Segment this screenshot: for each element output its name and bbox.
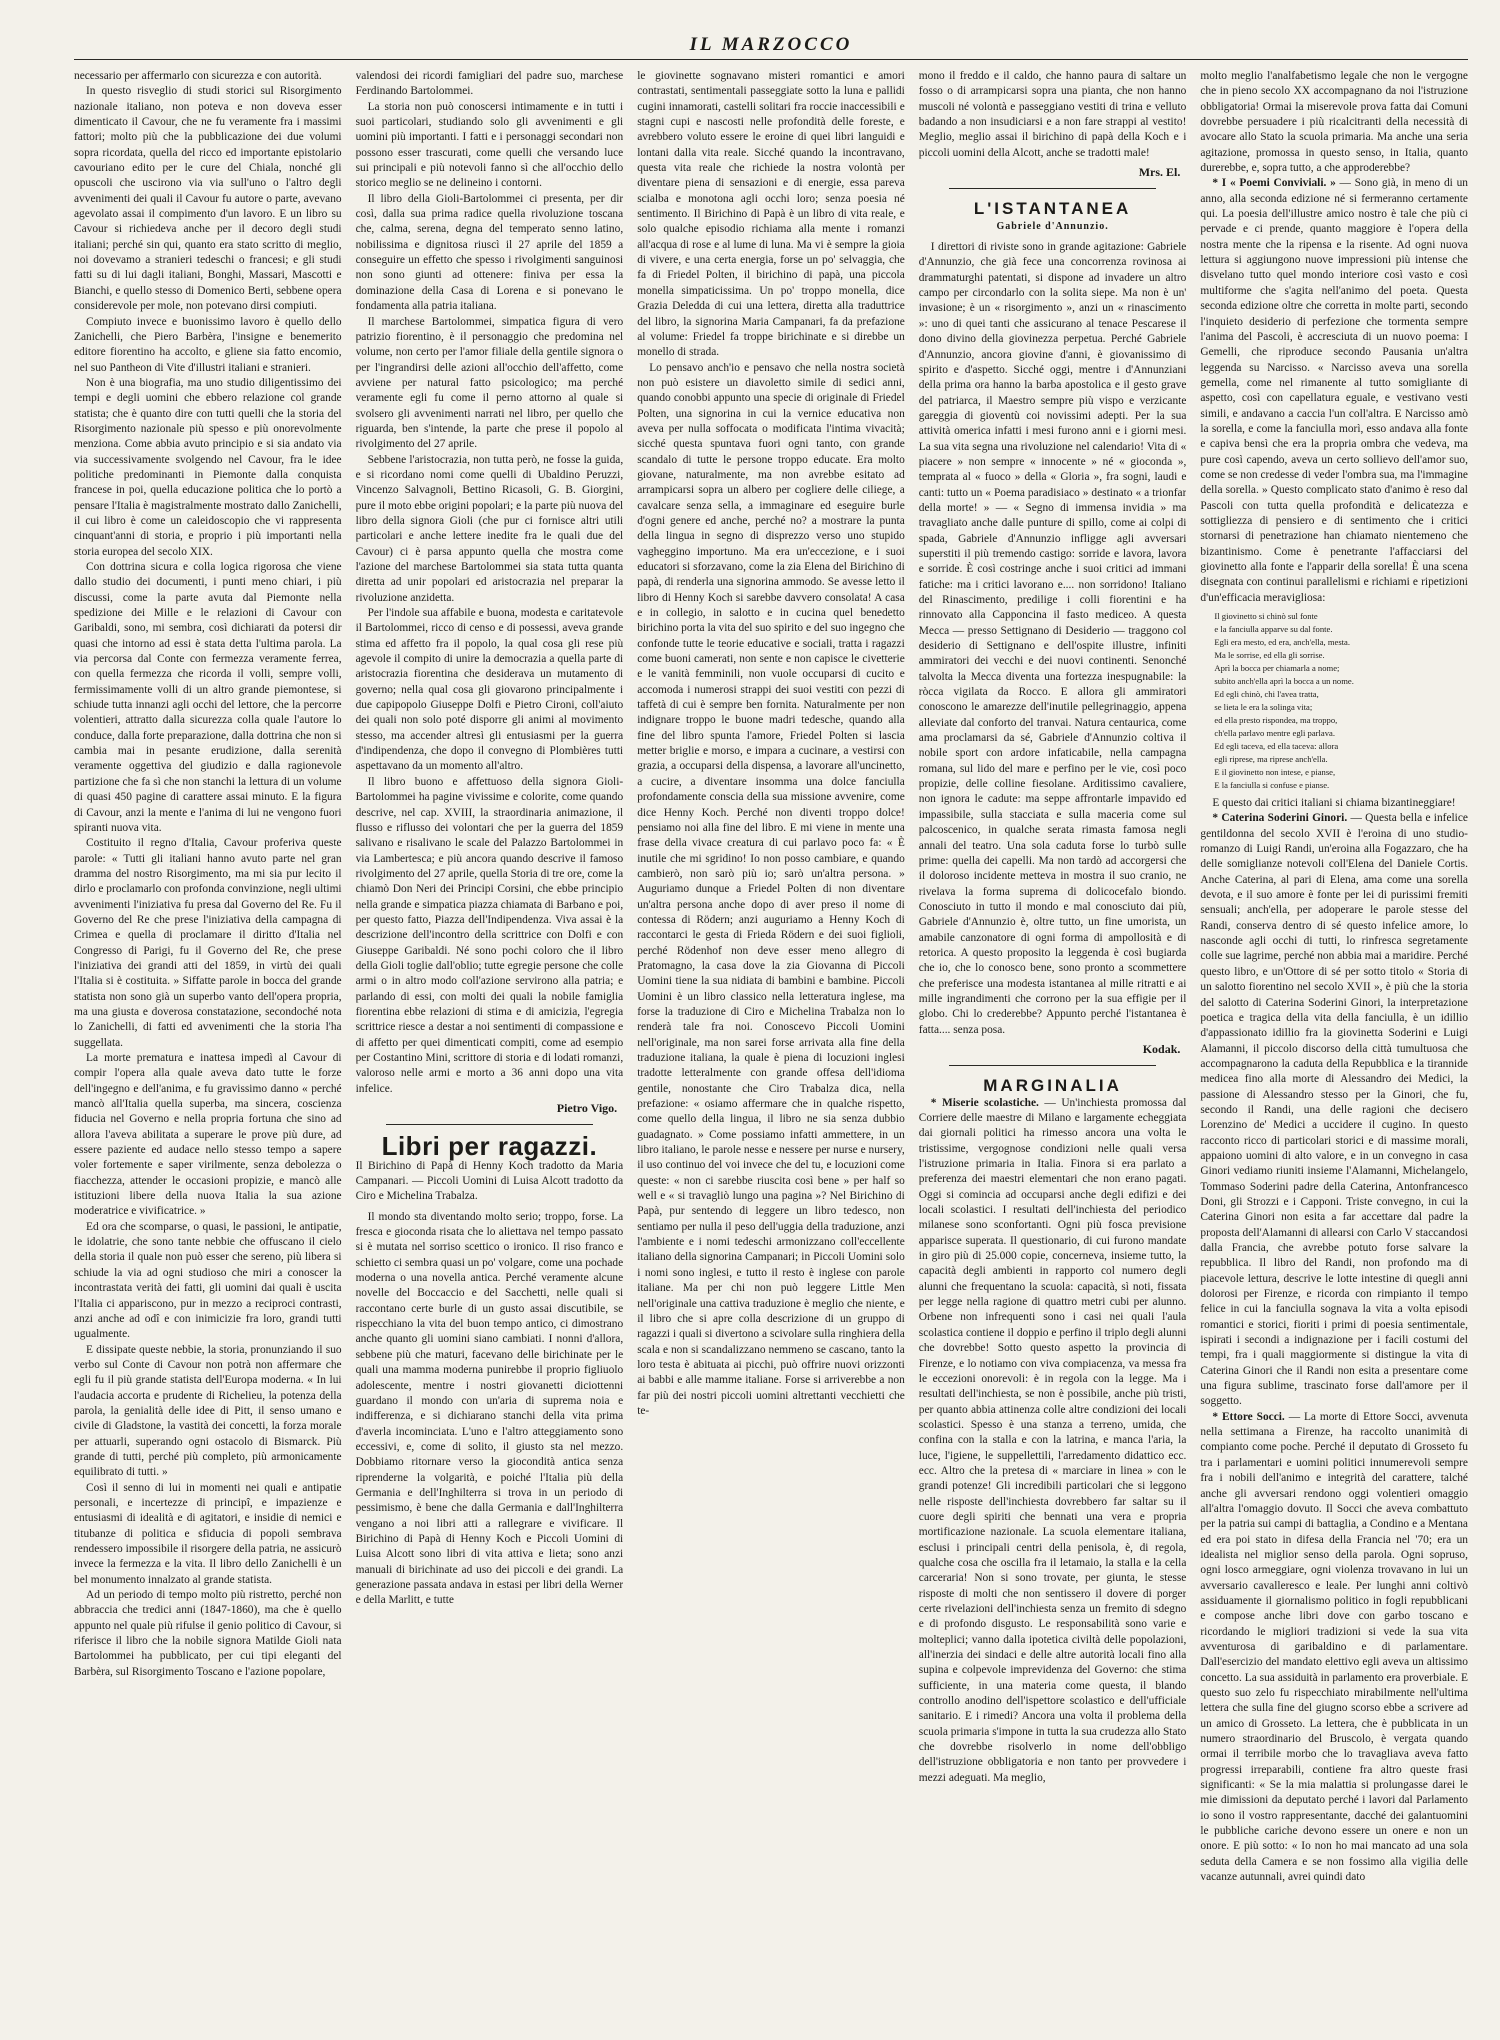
poem-line: E il giovinetto non intese, e pianse, — [1214, 767, 1336, 778]
item-lead: * Ettore Socci. — [1212, 1410, 1285, 1423]
section-subtitle: Il Birichino di Papà di Henny Koch tradotto da Maria Campanari. — Piccoli Uomini di Luisa Alcott tradotto da Ciro e Michelina Trabalza. — [355, 1159, 624, 1202]
poem-line: Ed egli chinò, chi l'avea tratta, — [1214, 689, 1319, 700]
page-title: IL MARZOCCO — [689, 34, 853, 55]
poem-line: ed ella presto rispondea, ma troppo, — [1214, 715, 1338, 726]
divider — [949, 188, 1157, 189]
item-text: — Un'inchiesta promossa dal Corriere delle maestre di Milano e largamente echeggiata dai giornali politici ha rimesso ancora una volta le tristissime, vergognose condizioni nelle quali versa l'istruzione primaria in Italia. Finora si era parlato a preferenza dei maestri elementari che non erano pagati. Oggi si comincia ad occuparsi anche degli edifizi e dei locali scolastici. I resultati dell'inchiesta del periodico milanese sono sconfortanti. Ogni più fosca previsione apparisce superata. Il questionario, di cui furono mandate in giro più di 25.000 copie, concerneva, insieme tutto, la capacità degli ambienti in rapporto col numero degli alunni che frequentano la scuola: capacità, sì noti, fissata per legge nella ragione di quattro metri cubi per alunno. Orbene non infrequenti sono i casi nei quali l'aula scolastica contiene il doppio e perfino il triplo degli alunni che dovrebbe! Sotto questo aspetto la provincia di Firenze, e lo notiamo con viva compiacenza, va messa fra le eccezioni onorevoli: è in regola con la legge. Ma i resultati dell'inchiesta, se non è possibile, anche più tristi, per quanto abbia attinenza colle altre condizioni dei locali scolastici. Spesso è una stanza a terreno, umida, che confina con la stalla e con la latrina, e manca l'aria, la luce, l'igiene, le suppellettili, l'arredamento didattico ecc. ecc. Altro che la pretesa di « marciare in linea » con le grandi potenze! Gli incredibili particolari che si leggono nelle risposte dell'inchiesta dovrebbero far saltar su il cuore degli spiriti che bennati una vera e propria mortificazione nazionale. La scuola elementare italiana, esclusi i principali centri della penisola, è, di regola, qualche cosa che oscilla fra il letamaio, la stalla e la cella carceraria! Non si sono trovate, per giunta, le stesse risposte di molti che non sentissero il dovere di porger certe rivelazioni dell'inchiesta senza un fremito di sdegno e di profondo disgusto. Le responsabilità sono varie e molteplici; vanno dalla ipotetica civiltà delle popolazioni, all'inerzia dei sindaci e delle altre autorità locali fino alla supina e colpevole imprevidenza del Governo: che stima sufficiente, in una materia come questa, il blando controllo anodino dell'ispettore scolastico e dell'ufficiale sanitario. E i rimedi? Ancora una volta il problema della scuola primaria s'impone in tutta la sua crudezza allo Stato che dovrebbe risolverlo in nome dell'obbligo dell'istruzione obbligatoria e non tanto per provvedere i mezzi adeguati. Ma meglio, — [918, 1096, 1187, 1784]
poem-quote — [1214, 610, 1468, 792]
paragraph: La morte prematura e inattesa impedì al Cavour di compir l'opera alla quale aveva dato tutte le forze dell'ingegno e dell'anima, e fu gravissimo danno « perché mancò all'Italia quella superba, ma sincera, coscienza fiducia nel Governo e nella propria fortuna che sino ad allora l'aveva abilitata a superare le prove più dure, ad essere paziente ed audace nello stesso tempo a sapere voler fortemente e saper virilmente, senza debolezza o fiacchezza, attender le occasioni propizie, e mancò alle istituzioni libere della nuova Italia la sua azione moderatrice e vivificatrice. » — [74, 1052, 342, 1218]
divider — [949, 1065, 1157, 1066]
poem-line: ch'ella parlavo mentre egli parlava. — [1214, 728, 1335, 739]
paragraph: Costituito il regno d'Italia, Cavour proferiva queste parole: « Tutti gli italiani hanno avuto parte nel gran dramma del nostro Risorgimento, ma mi sia pur lecito il dirlo e proclamarlo con profonda convinzione, negli ultimi avvenimenti l'iniziativa fu presa dal Governo del Re. Fu il Governo del Re che prese l'iniziativa della campagna di Crimea e quella di proclamare il diritto d'Italia nel Congresso di Parigi, fu il Governo del Re, che prese l'iniziativa dei grandi atti del 1859, in virtù dei quali l'Italia si è costituita. » Siffatte parole in bocca del grande statista non sono già un superbo vanto dell'opera propria, ma una giusta e doverosa constatazione, secondoché nota lo Zanichelli, di fatti ed avvenimenti che la storia l'ha suggellata. — [74, 837, 342, 1049]
column-1 — [74, 69, 342, 2027]
item-text: — Sono già, in meno di un anno, alla seconda edizione né si fermeranno certamente qui. La poesia dell'illustre amico nostro è tale che più ci pervade e ci prende, quanto maggiore è l'opera della nostra mente che la ripensa e la risente. Ad ogni nuova lettura si aggiungono nuove impressioni più intense che disvelano tutto quel mondo interiore così vasto e così multiforme che s'agita nell'animo del poeta. Questa seconda edizione oltre che corretta in molte parti, secondo l'inquieto desiderio di perfezione che tormenta sempre l'anima del Pascoli, è accresciuta di un nuovo poema: I Gemelli, che riproduce secondo Pausania un'altra leggenda su Narcisso. « Narcisso aveva una sorella gemella, come nel rimanente al tutto somigliante di aspetto, così con capellatura eguale, e vestivano vesti simili, e andavano a caccia l'un coll'altra. E Narcisso amò la sorella, e come la fanciulla morì, esso andava alla fonte e capiva bensì che era la propria ombra che vedeva, ma pure così capendo, aveva un certo sollievo dell'amor suo, come se non credesse di veder l'ombra sua, ma l'immagine della sorella. » Questo complicato stato d'animo è reso dal Pascoli con tutta quella profondità e delicatezza e sottigliezza di pensiero e di sentimento che i critici stornarsi di penetrazione han chiamato nientemeno che bizantinismo. Come è penetrante l'affacciarsi del giovinetto alla fonte e l'apparir della sorella! È una scena disegnata con continui parallelismi e richiami e ripetizioni d'un'efficacia meravigliosa: — [1200, 177, 1468, 604]
paragraph: Il mondo sta diventando molto serio; troppo, forse. La fresca e gioconda risata che lo aliettava nel tempo passato si è mutata nel sorriso scettico o ironico. Il riso franco e schietto ci sembra quasi un po' volgare, come una pochade moderna o una novella antica. Perché veramente alcune novelle del Boccaccio e del Sacchetti, nelle quali si raccontano certe burle di un gusto assai discutibile, se rispecchiano la vita del buon tempo antico, ci dimostrano anche quanto gli uomini siano cambiati. I nonni d'allora, sebbene più che maturi, facevano delle birichinate per le quali una mamma moderna punirebbe il proprio figliuolo adolescente, mentre i nostri giovanetti diciottenni guardano il mondo con un'aria di suprema noia e indifferenza, e si dichiarano stanchi della vita prima d'averla incominciata. L'uno e l'altro atteggiamento sono eccessivi, e, come di solito, il giusto sta nel mezzo. Dobbiamo ritornare verso la giocondità antica senza riprenderne la volgarità, e poiché l'Italia più della Germania e dell'Inghilterra si trova in un periodo di pessimismo, è bene che dalla Germania e dall'Inghilterra vengano a noi libri atti a rallegrare e vivificare. Il Birichino di Papà di Henny Koch e Piccoli Uomini di Luisa Alcott sono libri di vita attiva e lieta; sono anzi manuali di birichinate ad uso dei piccoli e dei grandi. La generazione passata andava in estasi per libri della Werner e della Marlitt, e tutte — [355, 1210, 624, 1607]
paragraph: Compiuto invece e buonissimo lavoro è quello dello Zanichelli, che Piero Barbèra, l'insigne e benemerito editore fiorentino ha accolto, e gliene sia fatto encomio, nel suo Pantheon di Vite d'illustri italiani e stranieri. — [74, 315, 342, 374]
section-title-libri: Libri per ragazzi. — [381, 1131, 598, 1162]
poem-line: subito anch'ella aprì la bocca a un nome. — [1214, 676, 1354, 687]
poem-line: se lieta le era la solinga vita; — [1214, 702, 1313, 713]
paragraph: Per l'indole sua affabile e buona, modesta e caritatevole il Bartolommei, ricco di censo e di possessi, aveva grande stima ed affetto fra il popolo, la qual cosa gli rese più agevole il compito di unire la democrazia a quella parte di aristocrazia fiorentina che desiderava un mutamento di governo; nella qual cosa gli giovarono principalmente i due capipopolo Giuseppe Dolfi e Pietro Cironi, coll'aiuto dei quali non solo poté disporre gli animi al movimento stesso, ma accender altresì gli entusiasmi per la guerra d'indipendenza, che dopo il convegno di Plombières tutti aspettavano da un momento all'altro. — [355, 607, 624, 773]
paragraph: Non è una biografia, ma uno studio diligentissimo dei tempi e degli uomini che ebbero relazione col grande statista; che è quanto dire con tutti quelli che la storia del Risorgimento nazionale più spesso e più onorevolmente menziona. Come abbia avuto principio e si sia andato via via successivamente svolgendo nel Cavour, fra le idee politiche predominanti in Piemonte dalla conquista francese in poi, quella educazione politica che lo portò a pensare l'Italia è magistralmente mostrato dallo Zanichelli, il cui libro è come un caleidoscopio che vi rappresenta cinquant'anni di storia, e proprio i più importanti nella storia europea del secolo XIX. — [74, 376, 342, 558]
paragraph: Lo pensavo anch'io e pensavo che nella nostra società non può esistere un diavoletto simile di sedici anni, quando conobbi appunto una specie di originale di Friedel Polten, una signorina in cui la vernice educativa non aveva per nulla soffocata o modificata l'intima vivacità; sicché questa spuntava fuori ogni tanto, con grande scandalo di tutte le persone troppo educate. Era molto giovane, naturalmente, ma non avrebbe esitato ad arrampicarsi sopra un albero per cogliere delle ciliege, a cavalcare senza sella, a immaginare ed eseguire burle d'ogni genere ed anche, perché no? a mostrare la punta della lingua in segno di disprezzo verso uno stupido vagheggino importuno. Ma era un'eccezione, e i suoi educatori si sforzavano, come la zia Elena del Birichino di papà, di renderla una signorina ammodo. Se avesse letto il libro di Henny Koch si sarebbe davvero consolata! A casa e in collegio, in salotto e in cucina quel benedetto birichino porta la vita del suo spirito e del suo ingegno che confonde tutte le teorie educative e sociali, tratta i ragazzi come buoni camerati, non sente e non capisce le civetterie e le vanità femminili, non vuole occuparsi di cucito e accomoda i numerosi strappi dei suoi vestiti con pezzi di taffetà di cui è sempre ben fornita. Naturalmente per non indignare troppo le buone madri tedesche, quando alla fine del libro spunta l'amore, Friedel Polten si lascia metter briglie e morso, e impara a cucinare, a vestirsi con grazia, a occuparsi della dispensa, a lavorare all'uncinetto, a cucire, a diventare insomma una dolce fanciulla profondamente conscia della sua missione avvenire, come dice Henny Koch. Perché non diventi troppo dolce! pensiamo noi alla fine del libro. E mi viene in mente una frase della vivace creatura di cui parlavo poco fa: « È inutile che mi sgridino! Io non posso cambiare, e quando cambierò, non sarò più io; sarò un'altra persona. » Auguriamo dunque a Friedel Polten di non diventare un'altra persona anche dopo di aver preso il nome di contessa di Rödern; anzi auguriamo a Henny Koch di raccontarci le gesta di Frieda Rödern e dei suoi figlioli, perché Rödenhof non deve esser meno allegro di Pratomagno, la casa dove la zia Giovanna di Piccoli Uomini tiene la sua nidiata di bambini e bambine. Piccoli Uomini è un libro classico nella letteratura inglese, ma forse la traduzione di Ciro e Michelina Trabalza non lo renderà tale fra noi. Conoscevo Piccoli Uomini nell'originale, ma non sarei forse arrivata alla fine della traduzione italiana, la quale è piena di locuzioni inglesi tradotte letteralmente con grande offesa dell'idioma gentile, nonostante che Ciro Trabalza dica, nella prefazione: « osiamo affermare che in qualche rispetto, come quello della lingua, il libro ne sia senza dubbio guadagnato. » Come possiamo infatti ammettere, in un libro italiano, le parole nesse e nessere per nurse e nursery, il uso continuo del voi invece che del tu, e locuzioni come queste: « non ci sarebbe riuscita così bene » per half so well e « si travagliò lungo una pagina »? Nel Birichino di Papà, pur sentendo di leggere un libro tedesco, non sentiamo per nulla il peso dell'uggia della traduzione, anzi l'ambiente e i nomi tedeschi armonizzano coll'eccellente italiano della signorina Campanari; in Piccoli Uomini solo i nomi sono inglesi, e tutto il resto è inglese con parole italiane. Ma per chi non può leggere Little Men nell'originale una cattiva traduzione è meglio che niente, e il libro che si apre colla descrizione di un gruppo di ragazzi i quali si divertono a scivolare sulla ringhiera della scala e non si scandalizzano nemmeno se cascano, tanto la loro testa è abituata ai picchi, può offrire nuovi orizzonti ai babbi e alle mamme italiane. Forse si arriverebbe a non far più dei nostri piccoli uomini altrettanti vecchietti che te- — [637, 361, 905, 1417]
paragraph — [1200, 176, 1468, 606]
poem-line: E la fanciulla si confuse e pianse. — [1214, 780, 1330, 791]
paragraph — [1200, 811, 1468, 1409]
item-text: — Questa bella e infelice gentildonna del secolo XVII è l'eroina di uno studio-romanzo di Luigi Randi, un'eroina alla Fogazzaro, che ha delle somiglianze notevoli coll'Elena del Daniele Cortis. Anche Caterina, al pari di Elena, ama come una sorella devota, e il suo amore è fonte per lei di purissimi fremiti sensuali; anch'ella, per adoperare le parole stesse del Randi, conserva dentro di sé questo infelice amore, lo nasconde agli occhi di tutti, lo rinfresca segretamente colle sue lagrime, perché non abbia mai a maridire. Perché questo libro, e un'Ottore di sé per sotto titolo « Storia di un salotto fiorentino nel secolo XVII », è più che la storia del salotto di Caterina Soderini Ginori, la interpretazione poetica e tragica della vita della fanciulla, è un idillio d'appassionato idillio fra la giovinetta Soderini e Luigi Alamanni, il piccolo discorso della città tumultuosa che accompagnarono la caduta della Repubblica e la tirannide medicea fino alla morte di Alessandro dei Medici, la passione di Alessandro stesso per la Ginori, che fu, secondo il Randi, una delle ragioni che decisero Lorenzino de' Medici a uccidere il cugino. In questo racconto ricco di particolari storici e di massime morali, appaiono uomini di alto valore, e in un convegno in casa Ginori vediamo riuniti insieme l'Alamanni, Michelangelo, Tommaso Soderini padre della Caterina, Antonfrancesco Doni, gli Strozzi e i Capponi. Triste convegno, in cui la Caterina Ginori non esita a far accettare dal padre la proposta dell'Alamanni di allearsi con Carlo V staccandosi dalla Francia, che avrebbe potuto forse salvare la repubblica. Il libro del Randi, non profondo ma di piacevole lettura, descrive le lotte intestine di quegli anni dolorosi per Firenze, e ricorda con rimpianto il tempo felice in cui la fanciulla sognava la vita a volta episodi romantici e storici, fioriti i primi di poesia sentimentale, ispirati i secondi a indignazione per i facili costumi del tempi, fra i quali maggiormente si distingue la vita di Caterina Ginori che il Randi non esita a presentare come una figura sublime, trascinato forse dall'amore per il soggetto. — [1200, 812, 1468, 1408]
paragraph: valendosi dei ricordi famigliari del padre suo, marchese Ferdinando Bartolommei. — [355, 70, 624, 98]
columns — [74, 69, 1468, 2027]
paragraph: Il libro della Gioli-Bartolommei ci presenta, per dir così, dalla sua prima radice quella rivoluzione toscana che, calma, serena, degna del temperato senno latino, nobilissima e dignitosa riuscì il 27 aprile del 1859 a conseguire un effetto che spesso i rivolgimenti sanguinosi non sono giunti ad ottenere: finiva per essa la dominazione della Casa di Lorena e si ponevano le fondamenta alla patria italiana. — [355, 192, 624, 313]
paragraph: In questo risveglio di studi storici sul Risorgimento nazionale italiano, non poteva e non doveva esser dimenticato il Cavour, che ne fu veramente fra i massimi fattori; molto più che la pubblicazione dei due volumi sopra ricordata, quella del ricco ed importante epistolario cavouriano edito per le cure del Chiala, nonché gli opuscoli che uscirono via via sull'uno o l'altro degli avvenimenti dei quali il Cavour fu autore o parte, avevano agevolato assai il compimento d'un lavoro. E un libro su Cavour si richiedeva anche per il decoro degli studi italiani; perché sin qui, quanto era stato scritto di meglio, noi dovevamo a stranieri tedeschi o francesi; e gli studi fatti su di lui dagli italiani, Bonghi, Massari, Mascotti e Bianchi, e quello stesso di Domenico Berti, sebbene opera considerevole per mole, non potevano dirsi compiuti. — [74, 85, 342, 313]
poem-line: Ma le sorrise, ed ella gli sorrise. — [1214, 650, 1325, 661]
section-title-istantanea: L'ISTANTANEA — [973, 199, 1132, 219]
poem-line: egli riprese, ma riprese anch'ella. — [1214, 754, 1328, 765]
poem-line: Aprì la bocca per chiamarla a nome; — [1214, 663, 1340, 674]
item-lead: * Miserie scolastiche. — [930, 1096, 1039, 1109]
paragraph: I direttori di riviste sono in grande agitazione: Gabriele d'Annunzio, che già fece una concorrenza rovinosa ai drammaturghi patentati, si dispone ad invadere un altro campo per circondarlo con la solita siepe. Ma non è un' invasione; è un « risorgimento », anzi un « rinascimento »: uno di quei tanti che assicurano al tenace Pescarese il dono divino della giovinezza perpetua. Perché Gabriele d'Annunzio, ancora giovine d'anni, è giovanissimo di spirito e d'aspetto. Sicché oggi, mentre i d'Annunziani della prima ora hanno la barba apostolica e il gesto grave del patriarca, il Maestro sempre più vispo e verzicante gareggia di gioventù coi novissimi adepti. Per la sua attività omerica infatti i mesi furono anni e i giorni mesi. La sua vita segna una rivoluzione nel calendario! Vita di « piacere » non sempre « innocente » né « gioconda », temprata al « fuoco » della « Gloria », fra sogni, laudi e canti: tutto un « Poema paradisiaco » destinato « a trionfar della morte! » — « Segno di immensa invidia » ma travagliato anche dalle punture di spillo, come ai colpi di spada, Gabriele d'Annunzio infligge agli avversari superstiti il più tremendo castigo: sorride e lavora, lavora e sorride. È così costringe anche i suoi critici ad immani fatiche: ma i critici lavorano e.... non sorridono! Italiano del Rinascimento, predilige i colli fiorentini e ha rinnovato alla Capponcina il fasto mediceo. A questa Mecca — presso Settignano di Desiderio — traggono col desiderio di Settignano e dell'ospite illustre, infiniti ammiratori dei vecchi e dei nuovi continenti. Senonché talvolta la Mecca diventa una fortezza inespugnabile: la ròcca vigilata da Rocco. E allora gli ammiratori conoscono le amarezze dell'inutile pellegrinaggio, appena alleviate dal conforto del tranvai. Natura centaurica, come ama proclamarsi da sé, Gabriele d'Annunzio coltiva il nobile sport con ardore infaticabile, nella campagna romana, sul lido del mare e perfino per le vie, così poco propizie, delle colline fiesolane. Arditissimo cavaliere, non ignora le cadute: ma seppe affrontarle impavido ed impassibile, sulla stacciata e sulla maceria come sul palcoscenico, in qualche serata rimasta famosa negli annali del teatro. Una sola caduta forse lo turbò sulle prime: quella dei capelli. Ma non tardò ad accorgersi che il doloroso incidente metteva in mostra il suo cranio, ne rivelava la forma suprema di dolicocefalo biondo. Conosciuto in tutto il mondo e mal conosciuto dai più, Gabriele d'Annunzio è, oltre tutto, un fine umorista, un amabile canzonatore di ogni forma di ampollosità e di retorica. A questo proposito la leggenda è così bugiarda che io, che lo conosco bene, sono pronto a scommettere che preferisce una modesta istantanea al mille ritratti e ai mille ingrandimenti che corrono per la sua effigie per il globo. Chi lo crederebbe? Appunto perché l'istantanea è fatta.... senza posa. — [918, 241, 1187, 1036]
item-lead: * I « Poemi Conviviali. » — [1212, 177, 1336, 190]
masthead — [74, 0, 1468, 60]
paragraph: le giovinette sognavano misteri romantici e amori contrastati, sentimentali passeggiate sotto la luna e pallidi cugini innamorati, castelli solitari fra roccie inaccessibili e stagni cupi e nascosti nelle profondità delle foreste, e avrebbero voluto essere le eroine di quei libri languidi e lontani dalla vita reale. Sicché quando la incontravano, questa vita reale che richiede la nostra volontà per diventare piena di sensazioni e di energie, essa pareva scialba e monotona agli occhi loro; senza poesia né sentimento. Il Birichino di Papà è un libro di vita reale, e solo qualche episodio richiama alla mente i romanzi all'acqua di rose e al lume di luna. Ma vi è sempre la gioia di vivere, e una certa energia, forse un po' selvaggia, che fa di Friedel Polten, il birichino di papà, una piccola monella simpaticissima. Un po' troppo monella, dice Grazia Deledda di cui una lettera, diretta alla traduttrice del libro, la signorina Maria Campanari, fa da prefazione al volume: Friedel fa troppe birichinate e si direbbe un monello di strada. — [637, 70, 905, 359]
paragraph: Sebbene l'aristocrazia, non tutta però, ne fosse la guida, e si ricordano nomi come quelli di Ubaldino Peruzzi, Vincenzo Salvagnoli, Bettino Ricasoli, G. B. Giorgini, pure il moto ebbe origini popolari; e la parte più nuova del libro della signora Gioli (che pur ci fornisce altri utili particolari e anche lettere inedite fra le quali due del Cavour) ci è parsa appunto quella che mostra come l'azione del marchese Bartolommei sia stata tutta quanta diretta ad unir popolari ed aristocrazia nel preparar la rivoluzione anzidetta. — [355, 453, 624, 604]
paragraph: Il marchese Bartolommei, simpatica figura di vero patrizio fiorentino, è il personaggio che predomina nel volume, non certo per l'amor filiale della gentile signora o per l'ingrandirsi delle azioni all'occhio dell'affetto, come avviene per natural fatto psicologico; ma perché veramente egli fu come il perno attorno al quale si svolsero gli avvenimenti narrati nel libro, per quello che riguarda, ben s'intende, la parte che prese il popolo al rivolgimento del 27 aprile. — [355, 315, 624, 451]
paragraph: E dissipate queste nebbie, la storia, pronunziando il suo verbo sul Conte di Cavour non potrà non affermare che egli fu il più grande statista dell'Europa moderna. « In lui l'audacia accorta e prudente di Richelieu, la potenza della parola, la genialità delle idee di Pitt, il senso umano e civile di Gladstone, la vastità dei concetti, la forza morale per attuarli, superando ogni ostacolo di Bismarck. Più grande di tutti, perché più completo, più armonicamente equilibrato di tutti. » — [74, 1343, 342, 1479]
paragraph: Ad un periodo di tempo molto più ristretto, perché non abbraccia che tredici anni (1847-1860), ma che è quello appunto nel quale più rifulse il genio politico di Cavour, si riferisce il libro che la nobile signora Matilde Gioli nata Bartolommei ha pubblicato, per cui tipi eleganti del Barbèra, sul Risorgimento Toscano e l'azione popolare, — [74, 1589, 342, 1678]
paragraph: molto meglio l'analfabetismo legale che non le vergogne che in pieno secolo XX accompagnano da noi l'istruzione obbligatoria! Ormai la miserevole prova fatta dai Comuni dovrebbe persuadere i più ricalcitranti della necessità di avocare allo Stato la scuola primaria. Ma anche una seria agitazione, promossa in questo senso, in Italia, quanto durerebbe, e, sopra tutto, a che approderebbe? — [1200, 70, 1468, 175]
item-text: — La morte di Ettore Socci, avvenuta nella settimana a Firenze, ha raccolto unanimità di compianto come poche. Perché il deputato di Grosseto fu tra i parlamentari e uomini politici innumerevoli sempre fra i nobili dell'animo e integrità del carattere, talché anche gli avversari rendono oggi volentieri omaggio all'altra l'omaggio dovuto. Il Socci che aveva combattuto per la patria sui campi di battaglia, a Condino e a Mentana ed era poi stato in difesa della Francia nel '70; era un idealista nel miglior senso della parola. Ogni sopruso, ogni losco armeggiare, ogni violenza trovavano in lui un avversario cavalleresco e leale. Per lunghi anni coltivò assiduamente il giornalismo politico in fogli repubblicani e compose anche libri dove con garbo toscano e ricordando le migliori tradizioni si vede la sua vita avventurosa di garibaldino e di parlamentare. Dall'esercizio del mandato elettivo egli aveva un altissimo concetto. La sua assiduità in parlamento era proverbiale. E questo suo zelo fu rispecchiato mirabilmente nell'ultima lettera che sulla fine del giugno scorso ebbe a scrivere ad un amico di Grosseto. La lettera, che è pubblicata in un numero straordinario del Bruscolo, è vergata quando ormai il terribile morbo che lo travagliava aveva fatto progressi irreparabili, contiene fra altro queste frasi significanti: « Se la mia malattia si prolungasse darei le mie dimissioni da deputato perché i lavori dal Parlamento io sono il vostro rappresentante, dacché dei galantuomini le pubbliche cariche devono essere un onere e non un onore. E più sotto: « Io non ho mai mancato ad una sola seduta della Camera e se non fossimo alla vigilia delle vacanze autunnali, avrei quindi dato — [1200, 1410, 1468, 1884]
poem-line: Il giovinetto si chinò sul fonte — [1214, 611, 1318, 622]
signature: Kodak. — [1142, 1041, 1181, 1056]
paragraph: E questo dai critici italiani si chiama bizantineggiare! — [1212, 797, 1456, 810]
item-lead: * Caterina Soderini Ginori. — [1212, 812, 1348, 825]
signature: Mrs. El. — [1138, 165, 1181, 180]
column-2 — [356, 69, 624, 2027]
paragraph: La storia non può conoscersi intimamente e in tutti i suoi particolari, studiando solo gli avvenimenti e gli uomini più importanti. I fatti e i personaggi secondari non possono esser trascurati, come quelli che versando luce sui principali e più notevoli fanno sì che all'occhio dello storico meglio se ne delineino i contorni. — [355, 100, 624, 190]
paragraph: Il libro buono e affettuoso della signora Gioli-Bartolommei ha pagine vivissime e colorite, come quando descrive, nel cap. XVIII, la straordinaria animazione, il flusso e riflusso dei volontari che per la guerra del 1859 salivano e risalivano le scale del Palazzo Bartolommei in via Lambertesca; e più ancora quando descrive il famoso rivolgimento del 27 aprile, quella Storia di tre ore, come la chiamò Don Neri dei Principi Corsini, che ebbe principio nella grande e simpatica piazza chiamata di Barbano e poi, per questo fatto, Piazza dell'Indipendenza. Viva assai è la descrizione dell'incontro della scrittrice con Dolfi e con Giuseppe Garibaldi. Né sono pochi coloro che il libro della Gioli toglie dall'oblio; tutte egregie persone che colle armi o in altro modo coll'azione servirono alla patria; e parlando di essi, con molti dei quali la nobile famiglia fiorentina ebbe relazioni di stima e di amicizia, l'egregia scrittrice riesce a destar a noi sentimenti di compassione e di affetto per quei dimenticati compiti, come ad esempio per Costantino Mini, scrittore di storia e di lodati romanzi, valoroso nelle armi e morto a 36 anni dopo una vita infelice. — [355, 775, 624, 1095]
poem-line: Egli era mesto, ed era, anch'ella, mesta. — [1214, 637, 1351, 648]
signature: Pietro Vigo. — [556, 1101, 618, 1116]
paragraph: necessario per affermarlo con sicurezza e con autorità. — [74, 70, 322, 82]
poem-line: e la fanciulla apparve su dal fonte. — [1214, 624, 1333, 635]
paragraph: mono il freddo e il caldo, che hanno paura di saltare un fosso o di arrampicarsi sopra una pianta, che non hanno muscoli né volontà e passeggiano vestiti di trina e velluto badando a non insudiciarsi e a non fare strappi al vestito! Meglio, meglio assai il birichino di papà della Koch e i piccoli uomini della Alcott, anche se tradotti male! — [918, 70, 1187, 159]
column-3 — [637, 69, 905, 2027]
paragraph: Così il senno di lui in momenti nei quali e antipatie personali, e incertezze di principî, e impazienze e entusiasmi di idealità e di agitatori, e insidie di nemici e titubanze di politica e sfiducia di popoli sembrava rendessero impossibile il risorgere della patria, ne assicurò invece la fermezza e la vita. Il libro dello Zanichelli è un bel monumento innalzato al grande statista. — [74, 1481, 342, 1586]
column-4 — [919, 69, 1187, 2027]
paragraph — [1200, 1410, 1468, 1886]
section-title-marginalia: MARGINALIA — [983, 1076, 1122, 1096]
paragraph: Ed ora che scomparse, o quasi, le passioni, le antipatie, le idolatrie, che sono tante nebbie che offuscano il cielo della storia il quale non può esser che sereno, più libera si schiude la via ad ogni studioso che miri a conoscer la incontrastata verità dei fatti, gli uomini dai quali è uscita l'Italia ci appariscono, pur in mezzo a reciproci contrasti, anzi anche ad odî e con inimicizie fra loro, grandi tutti ugualmente. — [74, 1220, 342, 1341]
poem-line: Ed egli taceva, ed ella taceva: allora — [1214, 741, 1339, 752]
paragraph — [919, 1096, 1187, 1786]
byline: Gabriele d'Annunzio. — [996, 220, 1109, 232]
column-5 — [1200, 69, 1468, 2027]
paragraph: Con dottrina sicura e colla logica rigorosa che viene dallo studio dei documenti, i punti meno chiari, i più discussi, come la parte avuta dal Piemonte nella spedizione dei Mille e le relazioni di Cavour con Garibaldi, sono, mi sembra, così dichiarati da potersi dir quasi che intorno ad essi è stata detta l'ultima parola. La via percorsa dal Conte con fermezza veramente ferrea, con quella fermezza che ricorda il volli, sempre volli, fermissimamente volli di un altro grande piemontese, si schiude tutta innanzi agli occhi del lettore, che la percorre volentieri, attratto dalla sicurezza colla quale l'autore lo conduce, dalla forte preparazione, dalla dottrina che non si cambia mai in pesante erudizione, dalla serenità veramente oggettiva del giudizio e dalla ragionevole partizione che fa sì che non stanchi la lettura di un volume di quasi 450 pagine di carattere assai minuto. E la figura di Cavour, anzi la mente e l'anima di lui ne vengono fuori spiranti nuova vita. — [74, 561, 342, 834]
divider — [386, 1124, 594, 1125]
